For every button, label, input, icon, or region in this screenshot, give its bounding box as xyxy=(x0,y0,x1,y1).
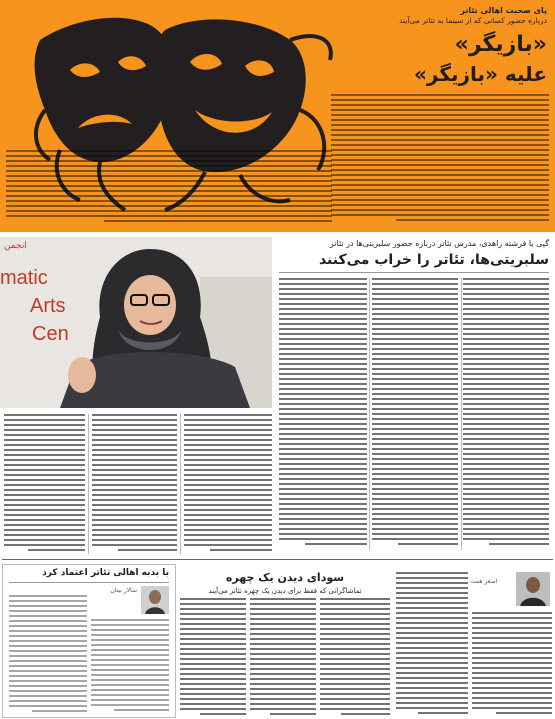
columnist-portrait xyxy=(141,586,169,614)
interview-column-5 xyxy=(92,414,177,554)
photo-backdrop-label: انجمن xyxy=(4,241,27,251)
column-rule xyxy=(180,414,181,554)
interview-column-1 xyxy=(463,278,549,550)
banner-title-line1: «بازیگر» xyxy=(454,32,547,57)
author-portrait xyxy=(516,572,550,606)
middle-article-headline: سودای دیدن یک چهره xyxy=(225,571,345,584)
interview-column-2 xyxy=(372,278,458,550)
column-box-text-left xyxy=(9,595,87,713)
column-rule xyxy=(461,278,462,550)
column-box-text-right xyxy=(91,619,169,713)
section-divider xyxy=(2,559,553,560)
photo-backdrop-text: Arts xyxy=(30,295,66,317)
photo-backdrop-text: matic xyxy=(0,267,48,289)
middle-article-kicker: تماشاگرانی که فقط برای دیدن یک چهره تئاتر می‌آیند xyxy=(208,587,362,595)
divider xyxy=(279,272,549,273)
right-article-col-2 xyxy=(396,572,468,716)
column-rule xyxy=(369,278,370,550)
author-name: اصغر همت xyxy=(470,578,498,585)
middle-article-col-2 xyxy=(250,598,316,716)
interview-kicker: گپی با فرشته زاهدی، مدرس تئاتر درباره حضور سلبریتی‌ها در تئاتر xyxy=(329,239,549,248)
interview-column-6 xyxy=(4,414,85,554)
interview-photo xyxy=(0,237,272,408)
column-box xyxy=(2,564,176,718)
banner xyxy=(0,0,555,232)
interviewee-figure xyxy=(0,237,272,408)
banner-subkicker: درباره حضور کسانی که از سینما به تئاتر می‌آیند xyxy=(399,16,547,25)
interview-column-4 xyxy=(184,414,272,554)
interview-column-3 xyxy=(279,278,367,550)
interview-headline: سلبریتی‌ها، تئاتر را خراب می‌کنند xyxy=(318,252,549,268)
column-box-title: با بدبه اهالی تئاتر اعتماد کرد xyxy=(42,568,169,578)
banner-body-text xyxy=(331,94,549,226)
banner-title-line2: علیه «بازیگر» xyxy=(413,62,547,86)
middle-article-col-1 xyxy=(320,598,390,716)
banner-body-text-left xyxy=(6,150,332,226)
columnist-name: سالار بیتان xyxy=(110,587,137,594)
column-rule xyxy=(88,414,89,554)
banner-kicker: پای صحبت اهالی تئاتر xyxy=(460,6,547,15)
photo-backdrop-text: Cen xyxy=(32,323,69,345)
divider xyxy=(9,582,169,583)
middle-article-col-3 xyxy=(180,598,246,716)
right-article-col-1 xyxy=(472,612,552,716)
